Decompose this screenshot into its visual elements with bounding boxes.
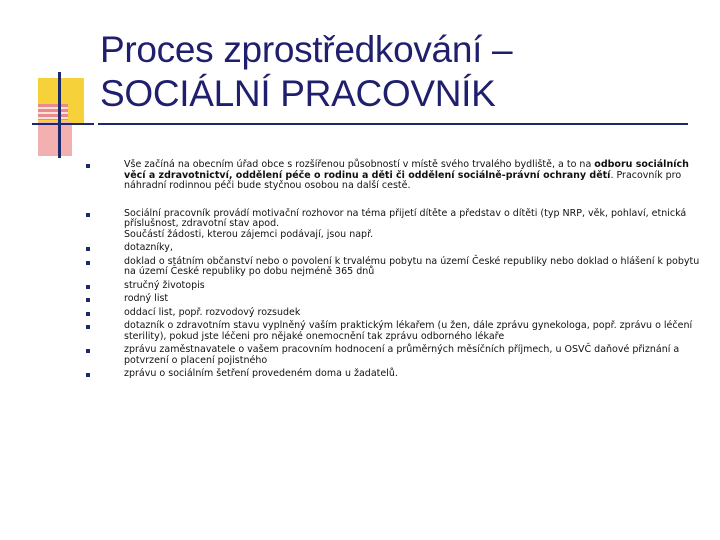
bullet-icon bbox=[86, 373, 90, 377]
list-item bbox=[86, 345, 706, 366]
list-item-text: stručný životopis bbox=[124, 279, 205, 291]
list-item-text-post: . Pracovník pro náhradní rodinnou péči bude styčnou osobou na další cestě. bbox=[124, 169, 682, 191]
bullet-list bbox=[86, 160, 706, 383]
list-item-text: zprávu zaměstnavatele o vašem pracovním hodnocení a průměrných měsíčních příjmech, u OSVČ daňové přiznání a potvrzení o placení pojistného bbox=[124, 344, 680, 366]
list-item-text: oddací list, popř. rozvodový rozsudek bbox=[124, 306, 301, 318]
list-item-text: dotazník o zdravotním stavu vyplněný vaším praktickým lékařem (u žen, dále zprávu gynekologa, popř. zprávu o léčení sterility), pokud jste léčeni pro nějaké onemocnění tak zprávu odborného lékaře bbox=[124, 320, 693, 342]
bullet-icon bbox=[86, 312, 90, 316]
bullet-icon bbox=[86, 247, 90, 251]
list-item-text: zprávu o sociálním šetření provedeném doma u žadatelů. bbox=[124, 368, 398, 379]
list-item bbox=[86, 281, 706, 292]
list-item bbox=[86, 321, 706, 342]
list-item-text: doklad o státním občanství nebo o povolení k trvalému pobytu na území České republiky nebo doklad o hlášení k pobytu na území České republiky po dobu nejméně 365 dnů bbox=[124, 255, 700, 277]
list-item-text-2: Součástí žádosti, kterou zájemci podávají, jsou např. bbox=[124, 228, 374, 240]
slide-title bbox=[100, 28, 700, 116]
bullet-icon bbox=[86, 325, 90, 329]
list-item bbox=[86, 243, 706, 254]
list-item bbox=[86, 308, 706, 319]
list-item bbox=[86, 209, 706, 241]
bullet-icon bbox=[86, 213, 90, 217]
bullet-icon bbox=[86, 298, 90, 302]
list-item-text: dotazníky, bbox=[124, 242, 173, 253]
decor-horizontal-line bbox=[98, 123, 688, 125]
list-item bbox=[86, 257, 706, 278]
list-item bbox=[86, 294, 706, 305]
bullet-icon bbox=[86, 285, 90, 289]
decor-horizontal-line-left bbox=[32, 123, 94, 125]
decor-red-square bbox=[38, 122, 72, 156]
list-item-text: rodný list bbox=[124, 293, 169, 304]
decor-red-stripes bbox=[38, 104, 68, 120]
list-item-text-pre: Vše začíná na obecním úřad obce s rozšířenou působností v místě svého trvalého bydliště, a to na bbox=[124, 159, 595, 170]
bullet-icon bbox=[86, 349, 90, 353]
slide-title-line-1: Proces zprostředkování – bbox=[100, 29, 513, 70]
list-item bbox=[86, 369, 706, 380]
list-item-text: Sociální pracovník provádí motivační rozhovor na téma přijetí dítěte a představ o dítěti (typ NRP, věk, pohlaví, etnická příslušnost, zdravotní stav apod. bbox=[124, 207, 687, 229]
bullet-icon bbox=[86, 164, 90, 168]
slide-title-line-2: SOCIÁLNÍ PRACOVNÍK bbox=[100, 73, 496, 114]
decor-vertical-line bbox=[58, 72, 61, 158]
list-item-text-bold: odboru sociálních věcí a zdravotnictví, oddělení péče o rodinu a děti či oddělení sociálně-právní ochrany dětí bbox=[124, 159, 689, 181]
list-item bbox=[86, 160, 706, 192]
bullet-icon bbox=[86, 261, 90, 265]
